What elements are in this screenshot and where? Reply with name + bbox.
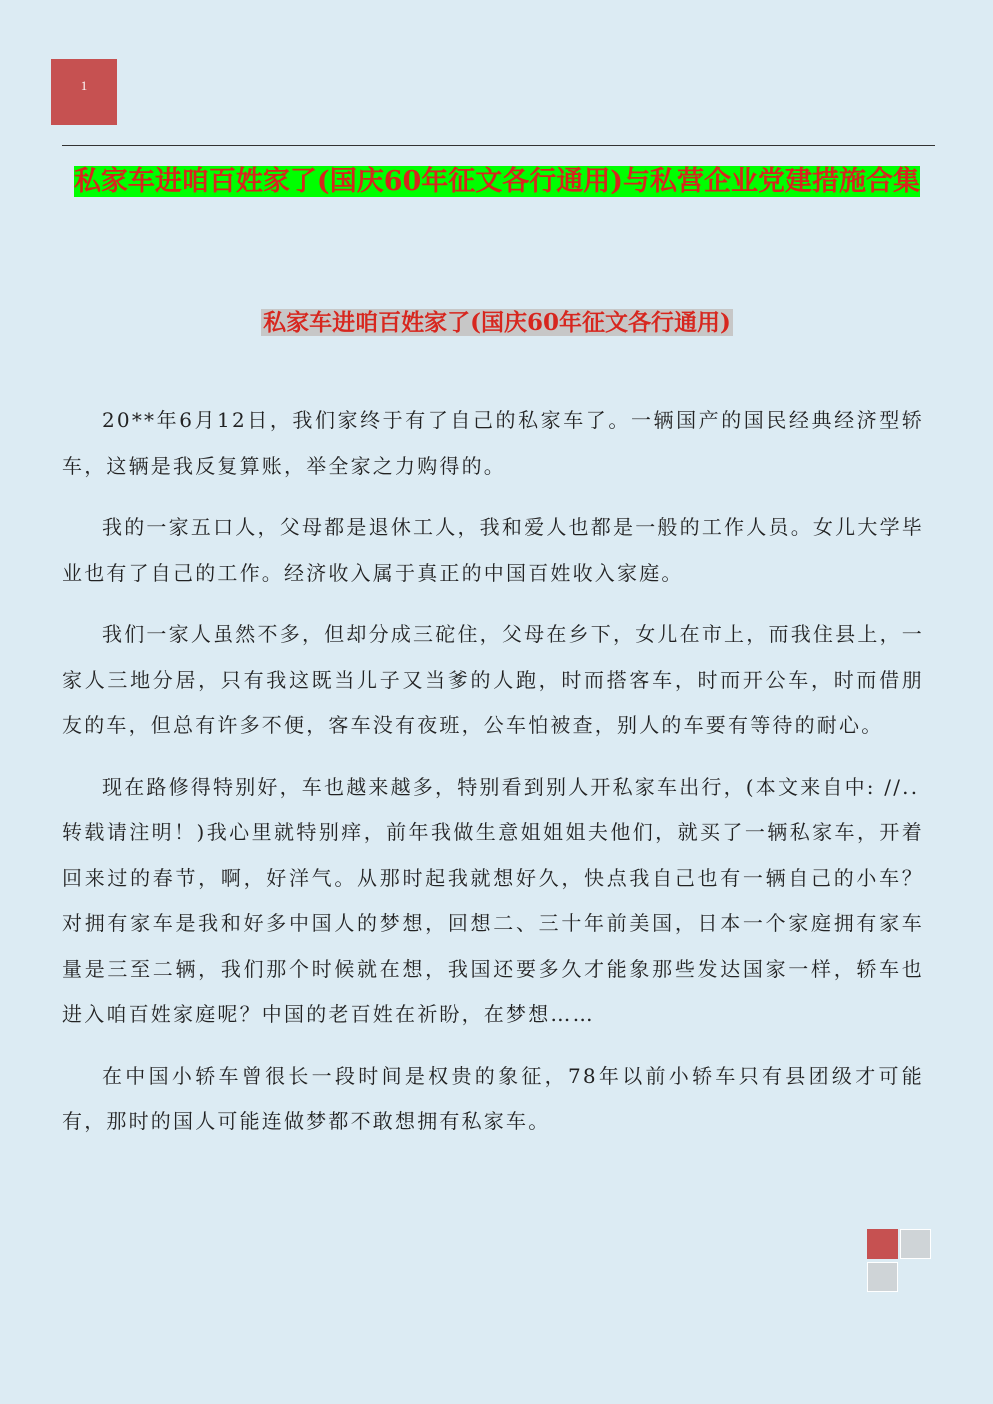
document-title — [62, 165, 932, 199]
section-title-text: 私家车进咱百姓家了(国庆60年征文各行通用) — [263, 309, 731, 336]
paragraph-1: 20**年6月12日，我们家终于有了自己的私家车了。一辆国产的国民经典经济型轿车，这辆是我反复算账，举全家之力购得的。 — [62, 408, 924, 478]
corner-decoration — [867, 1229, 933, 1293]
article-body — [62, 398, 924, 1161]
paragraph-2: 我的一家五口人，父母都是退休工人，我和爱人也都是一般的工作人员。女儿大学毕业也有了自己的工作。经济收入属于真正的中国百姓收入家庭。 — [62, 515, 924, 585]
paragraph-3: 我们一家人虽然不多，但却分成三砣住，父母在乡下，女儿在市上，而我住县上，一家人三地分居，只有我这既当儿子又当爹的人跑，时而搭客车，时而开公车，时而借朋友的车，但总有许多不便，客车没有夜班，公车怕被查，别人的车要有等待的耐心。 — [62, 622, 924, 737]
paragraph-4: 现在路修得特别好，车也越来越多，特别看到别人开私家车出行，(本文来自中: //.. — [102, 774, 920, 799]
page-number-badge — [51, 59, 117, 125]
deco-square-grey — [900, 1229, 931, 1259]
page-number: 1 — [80, 78, 88, 93]
header-divider — [62, 145, 935, 146]
paragraph-4-continued: 转载请注明！)我心里就特别痒，前年我做生意姐姐姐夫他们，就买了一辆私家车，开着回来过的春节，啊，好洋气。从那时起我就想好久，快点我自己也有一辆自己的小车？对拥有家车是我和好多中国人的梦想，回想二、三十年前美国，日本一个家庭拥有家车量是三至二辆，我们那个时候就在想，我国还要多久才能象那些发达国家一样，轿车也进入咱百姓家庭呢？中国的老百姓在祈盼，在梦想…… — [62, 820, 924, 1026]
section-title — [62, 306, 932, 340]
deco-square-red — [867, 1229, 898, 1259]
deco-square-grey — [867, 1262, 898, 1292]
paragraph-5: 在中国小轿车曾很长一段时间是权贵的象征，78年以前小轿车只有县团级才可能有，那时的国人可能连做梦都不敢想拥有私家车。 — [62, 1063, 924, 1133]
document-title-text: 私家车进咱百姓家了(国庆60年征文各行通用)与私营企业党建措施合集 — [73, 166, 921, 197]
